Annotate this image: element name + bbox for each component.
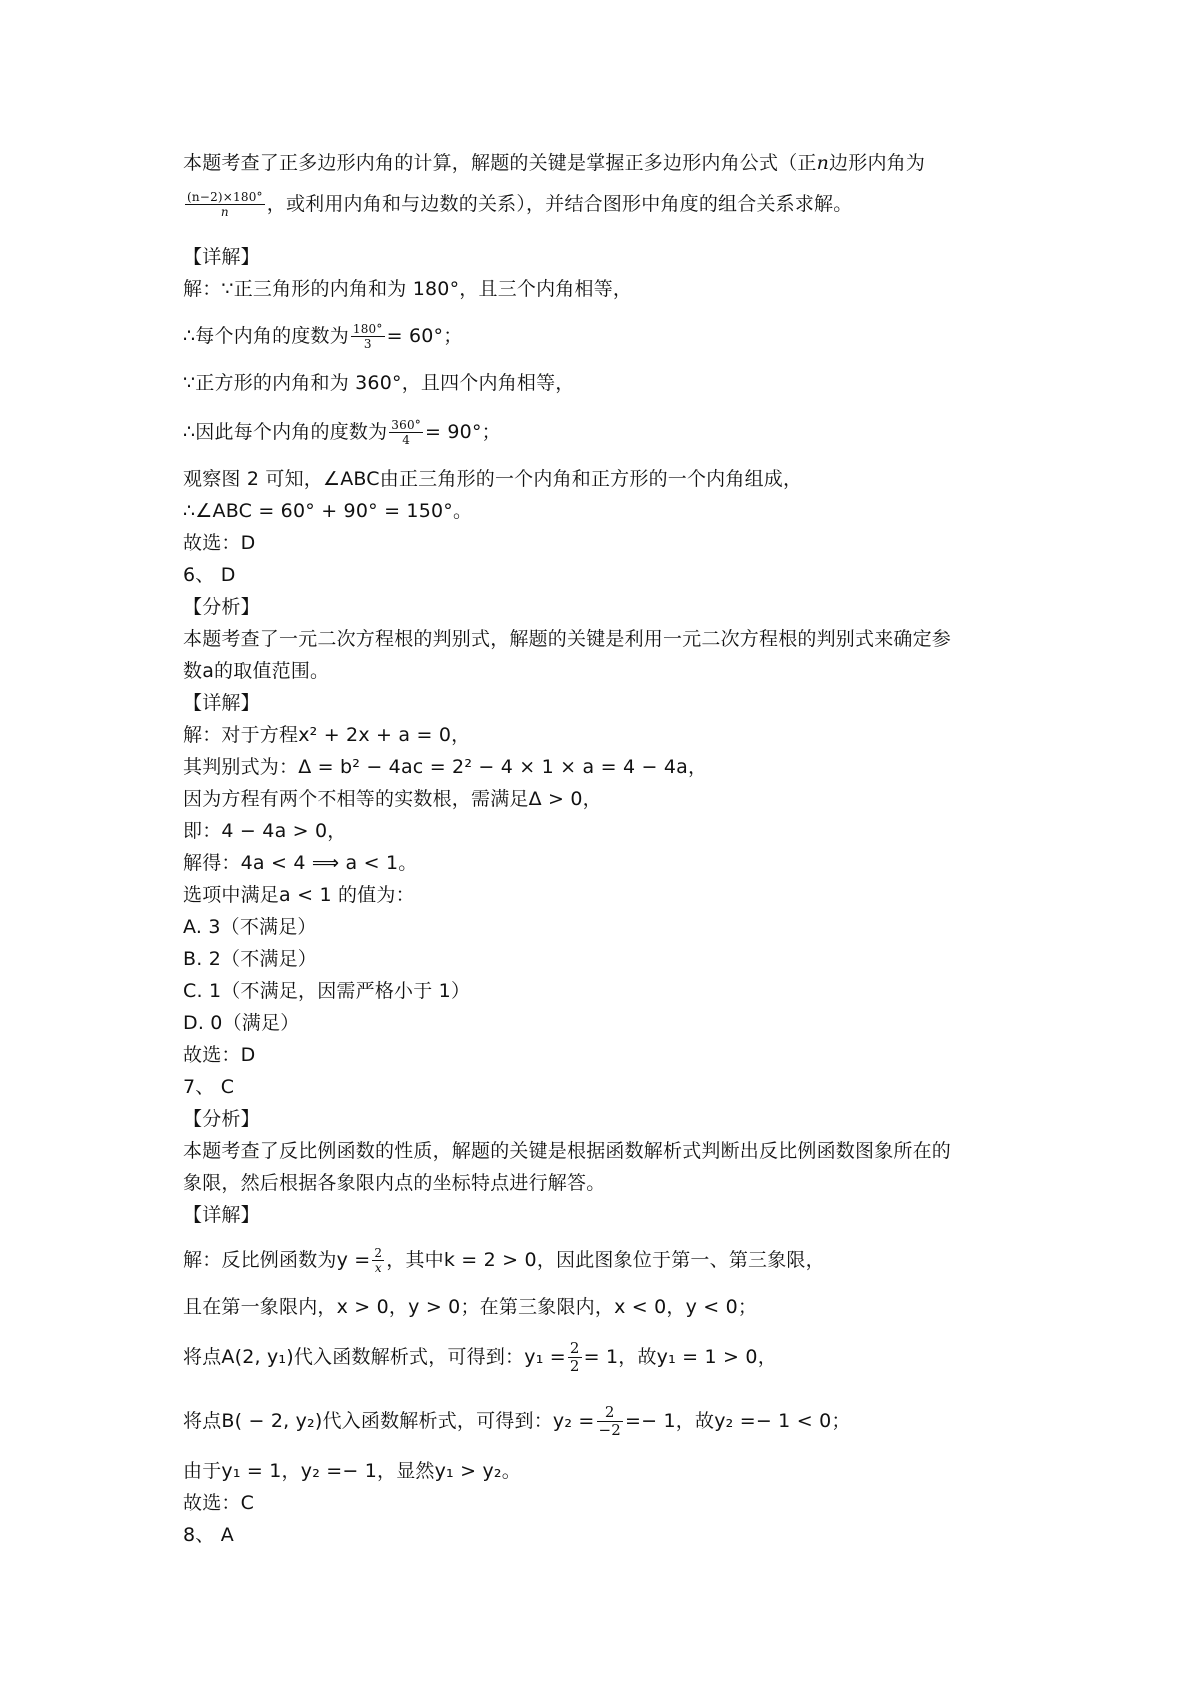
q6-analysis-line-1: 本题考查了一元二次方程根的判别式，解题的关键是利用一元二次方程根的判别式来确定参 <box>183 628 952 650</box>
fraction-360-4: $\frac{360^\circ}{4}$ <box>391 418 422 447</box>
q6-analysis-header: 【分析】 <box>183 596 260 618</box>
q6-detail-header: 【详解】 <box>183 692 260 714</box>
q6-analysis-line-2: 数a的取值范围。 <box>183 660 330 682</box>
q7-analysis-line-2: 象限，然后根据各象限内点的坐标特点进行解答。 <box>183 1172 606 1194</box>
q7-number: 7、 C <box>183 1076 235 1098</box>
q6-option-d: D. 0（满足） <box>183 1012 300 1034</box>
fraction-2-x: $\frac{2}{x}$ <box>374 1246 383 1275</box>
q7-detail-line-2: 且在第一象限内，x > 0，y > 0；在第三象限内，x < 0，y < 0； <box>183 1296 758 1318</box>
q5-choice: 故选：D <box>183 532 256 554</box>
q6-detail-line-4: 即：4 − 4a > 0， <box>183 820 347 842</box>
q8-number: 8、 A <box>183 1524 234 1546</box>
q5-analysis-line-2: $\frac{(n-2)\times 180^\circ}{n}$ ，或利用内角和与边数的关系），并结合图形中角度的组合关系求解。 <box>187 190 853 219</box>
q6-choice: 故选：D <box>183 1044 256 1066</box>
q6-option-a: A. 3（不满足） <box>183 916 317 938</box>
fraction-180-3: $\frac{180^\circ}{3}$ <box>352 322 383 351</box>
q5-detail-line-6: ∴∠ABC = 60° + 90° = 150°。 <box>183 500 473 522</box>
q7-analysis-line-1: 本题考查了反比例函数的性质，解题的关键是根据函数解析式判断出反比例函数图象所在的 <box>183 1140 952 1162</box>
q6-option-b: B. 2（不满足） <box>183 948 318 970</box>
polygon-angle-fraction: $\frac{(n-2)\times 180^\circ}{n}$ <box>187 190 263 219</box>
q6-number: 6、 D <box>183 564 236 586</box>
q6-option-c: C. 1（不满足，因需严格小于 1） <box>183 980 471 1002</box>
q6-detail-line-2: 其判别式为：Δ = b² − 4ac = 2² − 4 × 1 × a = 4 − 4a， <box>183 756 708 778</box>
q5-detail-line-4: ∴因此每个内角的度数为 $\frac{360^\circ}{4}$ = 90°； <box>183 418 501 447</box>
q5-detail-line-2: ∴每个内角的度数为 $\frac{180^\circ}{3}$ = 60°； <box>183 322 463 351</box>
q6-detail-line-1: 解：对于方程x² + 2x + a = 0， <box>183 724 471 746</box>
q7-analysis-header: 【分析】 <box>183 1108 260 1130</box>
q5-detail-line-5: 观察图 2 可知，∠ABC由正三角形的一个内角和正方形的一个内角组成， <box>183 468 803 490</box>
q6-detail-line-6: 选项中满足a < 1 的值为： <box>183 884 415 906</box>
q7-detail-header: 【详解】 <box>183 1204 260 1226</box>
q7-detail-line-1: 解：反比例函数为y = $\frac{2}{x}$ ，其中k = 2 > 0，因此图象位于第一、第三象限， <box>183 1246 825 1275</box>
q5-detail-header: 【详解】 <box>183 246 260 268</box>
fraction-2-2: $\frac{2}{2}$ <box>569 1339 580 1375</box>
q7-detail-line-5: 由于y₁ = 1，y₂ =− 1，显然y₁ > y₂。 <box>183 1460 521 1482</box>
q5-detail-line-1: 解：∵正三角形的内角和为 180°，且三个内角相等， <box>183 278 633 300</box>
q7-choice: 故选：C <box>183 1492 255 1514</box>
fraction-2-neg2: $\frac{2}{-2}$ <box>598 1403 622 1439</box>
q5-detail-line-3: ∵正方形的内角和为 360°，且四个内角相等， <box>183 372 575 394</box>
q7-detail-line-4: 将点B( − 2, y₂)代入函数解析式，可得到：y₂ = $\frac{2}{-2}$ =− 1，故y₂ =− 1 < 0； <box>183 1403 851 1439</box>
q5-analysis-line-1: 本题考查了正多边形内角的计算，解题的关键是掌握正多边形内角公式（正n边形内角为 <box>183 152 926 174</box>
q6-detail-line-5: 解得：4a < 4 ⟹ a < 1。 <box>183 852 418 874</box>
q7-detail-line-3: 将点A(2, y₁)代入函数解析式，可得到：y₁ = $\frac{2}{2}$ = 1，故y₁ = 1 > 0， <box>183 1339 777 1375</box>
q6-detail-line-3: 因为方程有两个不相等的实数根，需满足Δ > 0， <box>183 788 602 810</box>
